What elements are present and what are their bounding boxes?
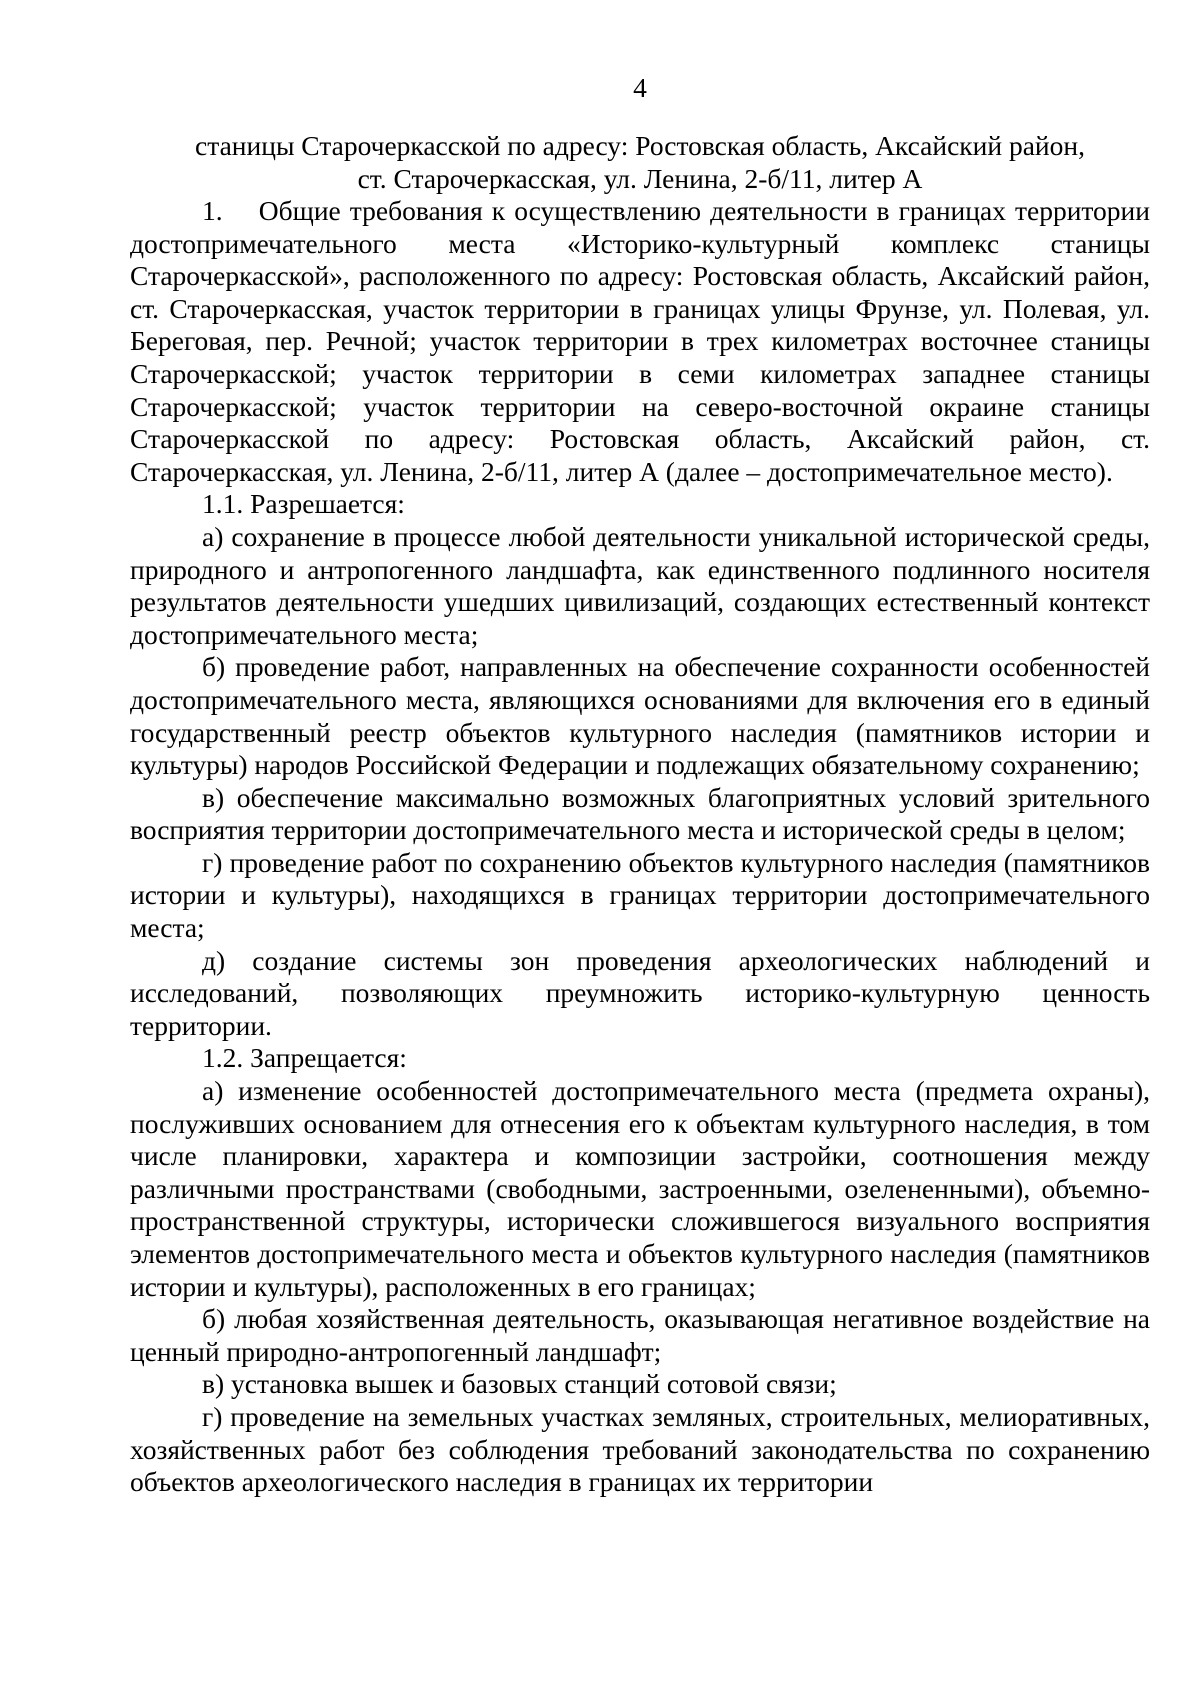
permitted-item-v: в) обеспечение максимально возможных благоприятных условий зрительного восприятия территории достопримечательного места и исторической среды в целом; <box>130 781 1150 846</box>
prohibited-item-a: а) изменение особенностей достопримечательного места (предмета охраны), послуживших основанием для отнесения его к объектам культурного наследия, в том числе планировки, характера и композиции застройки, соотношения между различными пространствами (свободными, застроенными, озелененными), объемно-пространственной структуры, исторически сложившегося визуального восприятия элементов достопримечательного места и объектов культурного наследия (памятников истории и культуры), расположенных в его границах; <box>130 1075 1150 1302</box>
prohibited-item-v: в) установка вышек и базовых станций сотовой связи; <box>202 1368 837 1400</box>
prohibited-item-b: б) любая хозяйственная деятельность, оказывающая негативное воздействие на ценный природно-антропогенный ландшафт; <box>130 1303 1150 1367</box>
document-body <box>130 195 1150 1499</box>
prohibited-item-g: г) проведение на земельных участках земляных, строительных, мелиоративных, хозяйственных работ без соблюдения требований законодательства по сохранению объектов археологического наследия в границах их территории <box>130 1400 1150 1498</box>
permitted-item-b: б) проведение работ, направленных на обеспечение сохранности особенностей достопримечательного места, являющихся основаниями для включения его в единый государственный реестр объектов культурного наследия (памятников истории и культуры) народов Российской Федерации и подлежащих обязательному сохранению; <box>130 651 1150 781</box>
section-1-general-requirements: 1. Общие требования к осуществлению деятельности в границах территории достопримечательного места «Историко-культурный комплекс станицы Старочеркасской», расположенного по адресу: Ростовская область, Аксайский район, ст. Старочеркасская, участок территории в границах улицы Фрунзе, ул. Полевая, ул. Береговая, пер. Речной; участок территории в трех километрах восточнее станицы Старочеркасской; участок территории в семи километрах западнее станицы Старочеркасской; участок территории на северо-восточной окраине станицы Старочеркасской по адресу: Ростовская область, Аксайский район, ст. Старочеркасская, ул. Ленина, 2-б/11, литер А (далее – достопримечательное место). <box>130 195 1150 487</box>
heading-line: ст. Старочеркасская, ул. Ленина, 2-б/11, литер А <box>357 162 923 194</box>
permitted-item-d: д) создание системы зон проведения археологических наблюдений и исследований, позволяющих преумножить историко-культурную ценность территории. <box>130 944 1150 1041</box>
heading-line: станицы Старочеркасской по адресу: Ростовская область, Аксайский район, <box>195 130 1085 161</box>
page-number: 4 <box>633 72 647 103</box>
document-heading <box>130 130 1150 195</box>
subsection-1-1-permitted-heading: 1.1. Разрешается: <box>202 488 405 520</box>
subsection-1-2-prohibited-heading: 1.2. Запрещается: <box>202 1042 407 1074</box>
permitted-item-g: г) проведение работ по сохранению объектов культурного наследия (памятников истории и культуры), находящихся в границах территории достопримечательного места; <box>130 846 1150 944</box>
permitted-item-a: а) сохранение в процессе любой деятельности уникальной исторической среды, природного и антропогенного ландшафта, как единственного подлинного носителя результатов деятельности ушедших цивилизаций, создающих естественный контекст достопримечательного места; <box>130 520 1150 650</box>
